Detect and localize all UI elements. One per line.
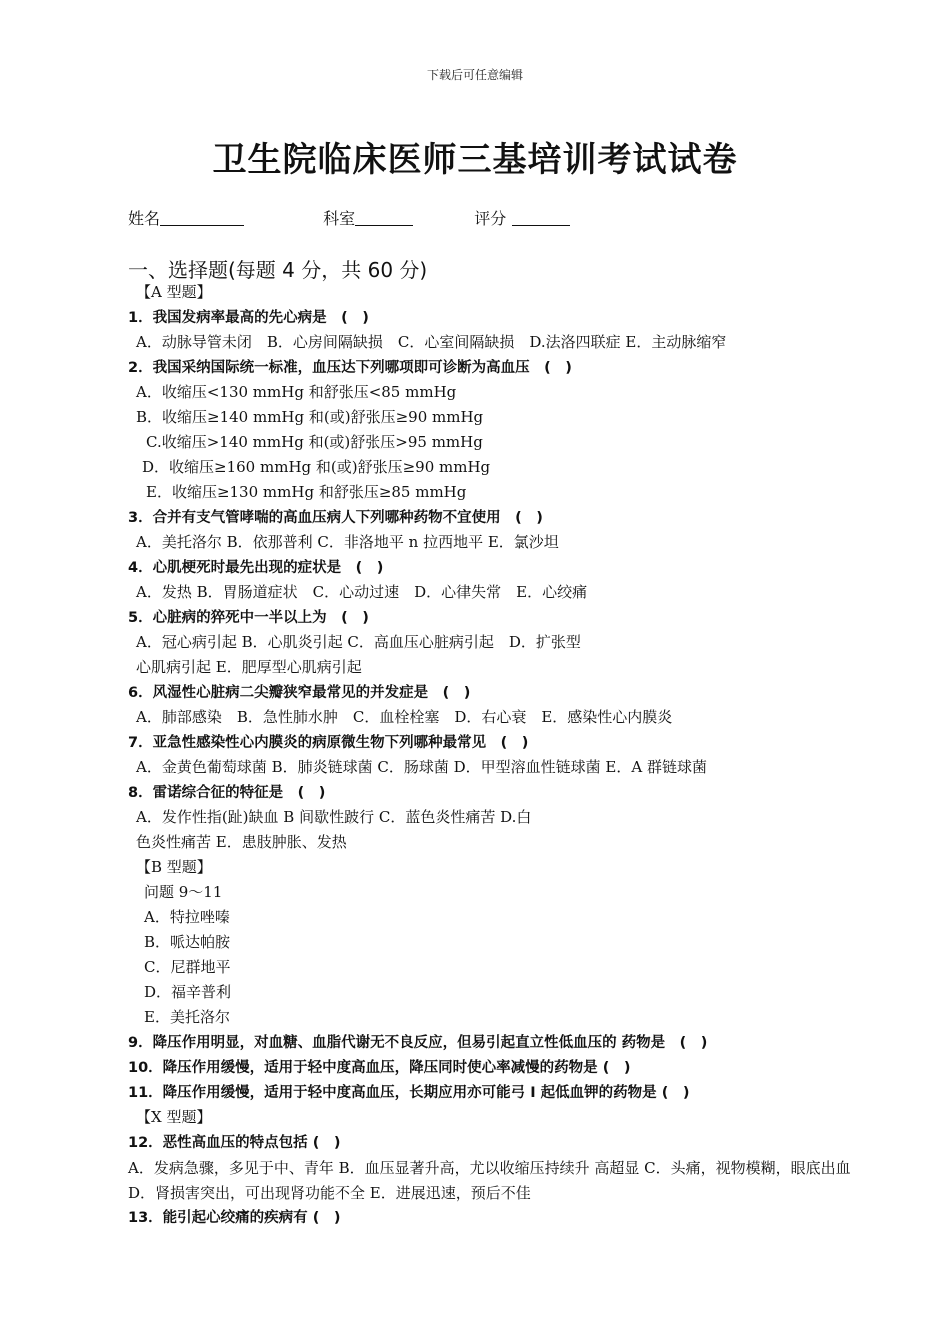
section-title: 一、选择题(每题 4 分，共 60 分) bbox=[128, 258, 428, 282]
name-blank bbox=[160, 209, 244, 226]
question-stem: 4．心肌梗死时最先出现的症状是 ( ) bbox=[128, 560, 384, 576]
answer-options: E．美托洛尔 bbox=[144, 1008, 230, 1026]
answer-options: A．肺部感染 B．急性肺水肿 C．血栓栓塞 D．右心衰 E．感染性心内膜炎 bbox=[136, 708, 673, 726]
answer-options: A．发热 B．胃肠道症状 C．心动过速 D．心律失常 E．心绞痛 bbox=[136, 583, 588, 601]
score-blank bbox=[512, 209, 570, 226]
question-stem: 2．我国采纳国际统一标准，血压达下列哪项即可诊断为高血压 ( ) bbox=[128, 360, 572, 376]
question-stem: 13．能引起心绞痛的疾病有 ( ) bbox=[128, 1210, 341, 1226]
answer-options: E．收缩压≥130 mmHg 和舒张压≥85 mmHg bbox=[146, 483, 467, 501]
question-stem: 10．降压作用缓慢，适用于轻中度高血压，降压同时使心率减慢的药物是 ( ) bbox=[128, 1060, 631, 1076]
info-fields bbox=[128, 206, 570, 229]
answer-options: A．冠心病引起 B．心肌炎引起 C．高血压心脏病引起 D．扩张型 bbox=[136, 633, 581, 651]
answer-options: A．金黄色葡萄球菌 B．肺炎链球菌 C．肠球菌 D．甲型溶血性链球菌 E．A 群链球菌 bbox=[136, 758, 707, 776]
answer-options: B．哌达帕胺 bbox=[144, 933, 231, 951]
question-stem: 8．雷诺综合征的特征是 ( ) bbox=[128, 785, 326, 801]
dept-blank bbox=[355, 209, 413, 226]
score-label: 评分 bbox=[474, 209, 507, 228]
question-stem: 12．恶性高血压的特点包括 ( ) bbox=[128, 1135, 341, 1151]
answer-options: A．发作性指(趾)缺血 B 间歇性跛行 C．蓝色炎性痛苦 D.白 bbox=[136, 808, 532, 826]
dept-label: 科室 bbox=[323, 209, 356, 228]
answer-options: A．特拉唑嗪 bbox=[144, 908, 230, 926]
answer-options: C．尼群地平 bbox=[144, 958, 231, 976]
question-group-label: 【A 型题】 bbox=[136, 283, 212, 301]
answer-options: A．发病急骤，多见于中、青年 B．血压显著升高，尤以收缩压持续升 高超显 C．头痛，视物模糊，眼底出血 D．肾损害突出，可出现肾功能不全 E．进展迅速，预后不佳 bbox=[128, 1159, 866, 1202]
answer-options: C.收缩压>140 mmHg 和(或)舒张压>95 mmHg bbox=[146, 433, 483, 451]
answer-options: 色炎性痛苦 E．患肢肿胀、发热 bbox=[136, 833, 347, 851]
answer-options: 问题 9～11 bbox=[144, 883, 223, 901]
question-stem: 1．我国发病率最高的先心病是 ( ) bbox=[128, 310, 369, 326]
question-stem: 11．降压作用缓慢，适用于轻中度高血压，长期应用亦可能弓 I 起低血钾的药物是 ( ) bbox=[128, 1085, 690, 1101]
answer-options: 心肌病引起 E．肥厚型心肌病引起 bbox=[136, 658, 362, 676]
question-group-label: 【X 型题】 bbox=[136, 1108, 212, 1126]
exam-title: 卫生院临床医师三基培训考试试卷 bbox=[212, 140, 738, 180]
question-stem: 7．亚急性感染性心内膜炎的病原微生物下列哪种最常见 ( ) bbox=[128, 735, 529, 751]
question-group-label: 【B 型题】 bbox=[136, 858, 212, 876]
answer-options: D．福辛普利 bbox=[144, 983, 232, 1001]
answer-options: A．美托洛尔 B．依那普利 C．非洛地平 n 拉西地平 E．氯沙坦 bbox=[136, 533, 559, 551]
question-stem: 3．合并有支气管哮喘的高血压病人下列哪种药物不宜使用 ( ) bbox=[128, 510, 543, 526]
name-label: 姓名 bbox=[128, 209, 161, 228]
answer-options: A．收缩压<130 mmHg 和舒张压<85 mmHg bbox=[136, 383, 457, 401]
question-stem: 5．心脏病的猝死中一半以上为 ( ) bbox=[128, 610, 369, 626]
answer-options: D．收缩压≥160 mmHg 和(或)舒张压≥90 mmHg bbox=[142, 458, 491, 476]
answer-options: B．收缩压≥140 mmHg 和(或)舒张压≥90 mmHg bbox=[136, 408, 484, 426]
question-stem: 6．风湿性心脏病二尖瓣狭窄最常见的并发症是 ( ) bbox=[128, 685, 471, 701]
answer-options: A．动脉导管未闭 B．心房间隔缺损 C．心室间隔缺损 D.法洛四联症 E．主动脉缩窄 bbox=[136, 333, 727, 351]
page-header: 下载后可任意编辑 bbox=[426, 68, 523, 82]
question-stem: 9．降压作用明显，对血糖、血脂代谢无不良反应，但易引起直立性低血压的 药物是 ( ) bbox=[128, 1035, 708, 1051]
